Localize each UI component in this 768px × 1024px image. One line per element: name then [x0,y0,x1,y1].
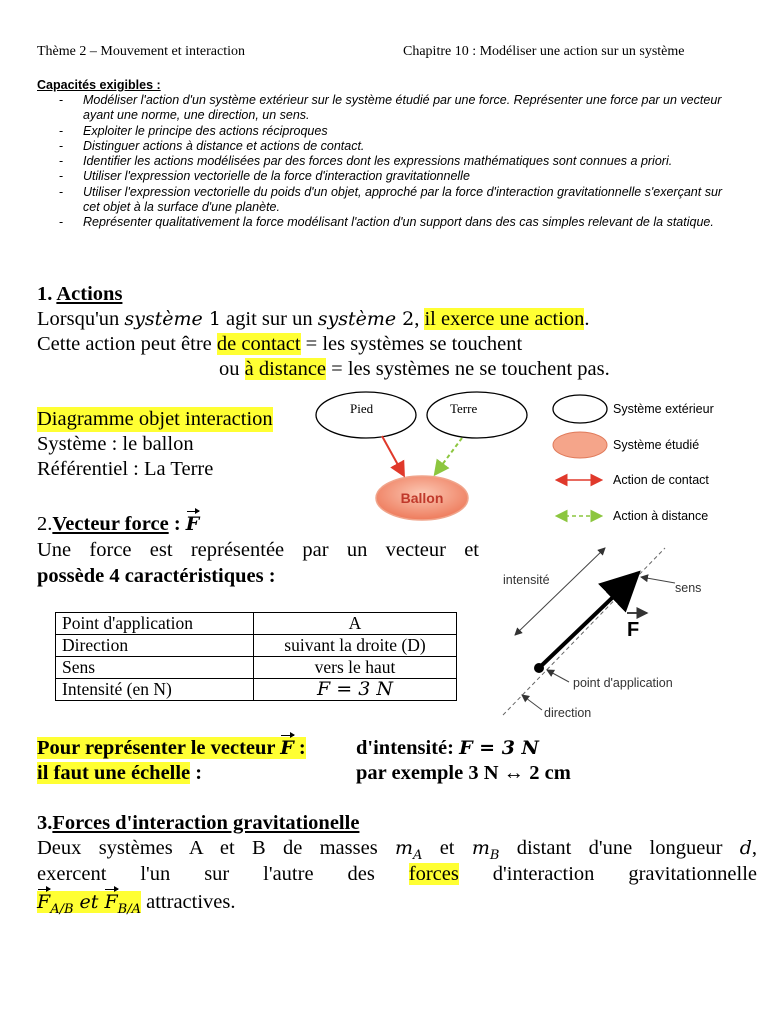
section-2-p1: Une force est représentée par un vecteur et [37,539,479,561]
math-sub-B: B [489,848,500,864]
highlight-contact: de contact [216,333,301,355]
highlight-force-vectors [37,891,141,918]
force-vector-figure [495,540,725,725]
text: distant d'une longueur [499,837,740,859]
text: Lorsqu'un [37,308,125,330]
label-point-application: point d'application [573,676,673,690]
text: Pour représenter le vecteur [37,737,281,759]
section-1-line-1 [37,307,590,332]
table-cell: vers le haut [254,657,457,679]
force-vector [539,576,635,668]
capacite-item: - Utiliser l'expression vectorielle de la force d'interaction gravitationnelle [37,169,737,184]
repr-highlight-2: il faut une échelle [37,762,191,784]
table-row [56,657,457,679]
node-pied-label: Pied [350,401,374,416]
math-et: et [73,891,105,913]
capacite-item: - Utiliser l'expression vectorielle du poids d'un objet, approché par la force d'interaction gravitationnelle s'exerçant sur cet objet à la surface d'une planète. [37,185,737,216]
section-3-p2 [37,862,757,887]
capacite-item: - Exploiter le principe des actions réciproques [37,124,737,139]
section-2-p2: possède 4 caractéristiques : [37,565,276,587]
text: Deux systèmes A et B de masses [37,837,395,859]
vector-F-BA: F [104,891,118,913]
text: d'intensité: [356,737,460,759]
text: = les systèmes ne se touchent pas. [326,358,610,380]
intensity-arrow [515,548,605,635]
section-1-heading [37,282,122,307]
text: exercent l'un sur l'autre des [37,863,409,885]
legend-etudie-label: Système étudié [613,438,700,452]
section-2-heading [37,512,199,537]
legend-distance-label: Action à distance [613,509,709,523]
section-1-number: 1. [37,283,53,305]
table-row [56,679,457,701]
label-F: F [627,619,640,641]
label-sens: sens [675,581,702,595]
math-two: 2 [396,308,415,330]
capacite-item: - Distinguer actions à distance et actions de contact. [37,139,737,154]
capacite-item: - Représenter qualitativement la force modélisant l'action d'un support dans des cas simples relevant de la statique. [37,215,737,230]
text: : [168,513,186,535]
repr-intensity-math: F = 3 N [459,737,539,759]
section-2-title: Vecteur force [52,513,169,535]
math-mA: m [394,837,414,859]
vector-F-AB: F [37,891,51,913]
arrow-contact-pied-ballon [382,436,403,474]
capacites-list [37,93,737,231]
text: , [414,308,425,330]
table-cell: Intensité (en N) [56,679,254,701]
math-one: 1 [202,308,221,330]
direction-pointer [522,695,542,710]
chapter-header: Chapitre 10 : Modéliser une action sur un système [403,44,685,59]
legend-etudie-shape [553,432,607,458]
math-d: d [739,837,752,859]
node-ballon-label: Ballon [400,490,444,506]
section-3-p3 [37,890,235,922]
text: agit sur un [220,308,318,330]
doi-diagram [310,388,730,533]
table-row [56,635,457,657]
capacite-item: - Modéliser l'action d'un système extérieur sur le système étudié par une force. Représenter une force par un vecteur ayant une norme, une direction, un sens. [37,93,737,124]
characteristics-table [55,612,457,701]
math-systeme-1: système [124,308,203,330]
highlight-distance: à distance [244,358,327,380]
repr-line-1-left [37,736,306,761]
label-direction: direction [544,706,592,720]
text: et [422,837,472,859]
section-1-line-3 [219,357,610,382]
repr-line-2-left [37,761,202,786]
capacites-title: Capacités exigibles : [37,78,161,92]
text: . [584,308,590,330]
table-cell [254,679,457,701]
section-1-title: Actions [56,283,123,305]
table-cell: suivant la droite (D) [254,635,457,657]
intensity-value: F = 3 N [317,678,393,700]
table-cell: Point d'application [56,613,254,635]
repr-line-1-right [356,736,539,761]
vector-F-repr: F [280,737,294,759]
section-3-heading [37,811,359,836]
math-sub-BA: B/A [117,902,141,918]
point-pointer [547,670,569,682]
table-row [56,613,457,635]
capacite-item: - Identifier les actions modélisées par des forces dont les expressions mathématiques sont connues a priori. [37,154,737,169]
text: : [190,762,203,784]
text: attractives. [141,891,236,913]
repr-line-2-right: par exemple 3 N ↔ 2 cm [356,762,571,784]
highlight-action: il exerce une action [424,308,585,330]
vector-F: F [185,513,200,535]
math-sub-AB: A/B [50,902,74,918]
text: ou [219,358,245,380]
node-terre-label: Terre [450,401,478,416]
doi-title: Diagramme objet interaction [37,408,273,430]
legend-exterieur-label: Système extérieur [613,402,714,416]
arrow-distance-terre-ballon [436,438,462,473]
text: = les systèmes se touchent [300,333,523,355]
theme-header: Thème 2 – Mouvement et interaction [37,44,245,59]
math-mB: m [471,837,490,859]
text: : [293,737,306,759]
doi-systeme: Système : le ballon [37,433,194,455]
text: Cette action peut être [37,333,217,355]
section-1-line-2 [37,332,522,357]
math-systeme-2: système [317,308,397,330]
section-2-number: 2. [37,513,53,535]
label-intensite: intensité [503,573,550,587]
highlight-forces: forces [408,863,459,885]
repr-highlight-1 [37,737,306,759]
table-cell: Sens [56,657,254,679]
table-cell: A [254,613,457,635]
application-point [534,663,544,673]
text: d'interaction gravitationnelle [458,863,757,885]
text: , [751,837,757,859]
table-cell: Direction [56,635,254,657]
sens-pointer [641,577,675,583]
math-sub-A: A [413,848,423,864]
legend-contact-label: Action de contact [613,473,709,487]
legend-exterieur-shape [553,395,607,423]
section-3-title: Forces d'interaction gravitationelle [52,812,360,834]
doi-referentiel: Référentiel : La Terre [37,458,214,480]
section-3-number: 3. [37,812,53,834]
